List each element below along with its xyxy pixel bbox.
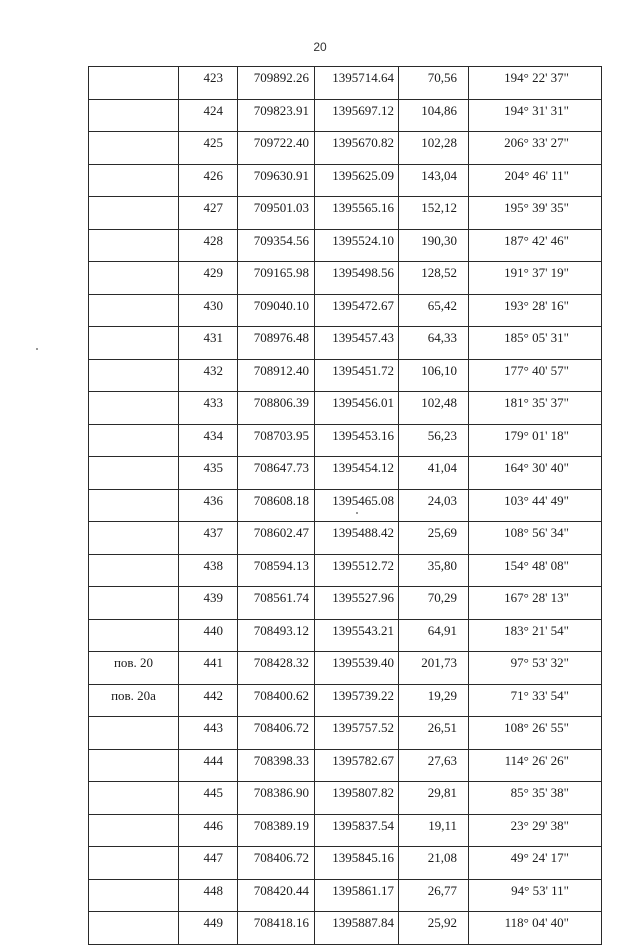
y-coordinate-cell: 1395887.84 — [315, 912, 399, 945]
point-number-cell: 435 — [179, 457, 238, 490]
y-coordinate-cell: 1395539.40 — [315, 652, 399, 685]
length-cell: 26,77 — [399, 879, 469, 912]
row-label-cell — [89, 392, 179, 425]
table-row — [89, 229, 602, 262]
y-coordinate-cell: 1395456.01 — [315, 392, 399, 425]
table-row — [89, 294, 602, 327]
row-label-cell — [89, 457, 179, 490]
direction-angle-cell: 94° 53' 11" — [469, 879, 602, 912]
point-number-cell: 430 — [179, 294, 238, 327]
table-row — [89, 424, 602, 457]
row-label-cell — [89, 327, 179, 360]
point-number-cell: 446 — [179, 814, 238, 847]
table-row — [89, 67, 602, 100]
row-label-cell — [89, 847, 179, 880]
table-row — [89, 132, 602, 165]
length-cell: 106,10 — [399, 359, 469, 392]
y-coordinate-cell: 1395465.08 — [315, 489, 399, 522]
table-row — [89, 717, 602, 750]
x-coordinate-cell: 708406.72 — [238, 717, 315, 750]
point-number-cell: 425 — [179, 132, 238, 165]
x-coordinate-cell: 708703.95 — [238, 424, 315, 457]
length-cell: 64,91 — [399, 619, 469, 652]
table-row — [89, 327, 602, 360]
x-coordinate-cell: 708608.18 — [238, 489, 315, 522]
length-cell: 190,30 — [399, 229, 469, 262]
table-row — [89, 782, 602, 815]
y-coordinate-cell: 1395807.82 — [315, 782, 399, 815]
row-label-cell — [89, 359, 179, 392]
direction-angle-cell: 167° 28' 13" — [469, 587, 602, 620]
length-cell: 27,63 — [399, 749, 469, 782]
coordinates-table-body — [89, 67, 602, 945]
table-row — [89, 489, 602, 522]
table-row — [89, 392, 602, 425]
y-coordinate-cell: 1395527.96 — [315, 587, 399, 620]
point-number-cell: 439 — [179, 587, 238, 620]
length-cell: 25,69 — [399, 522, 469, 555]
point-number-cell: 423 — [179, 67, 238, 100]
direction-angle-cell: 195° 39' 35" — [469, 197, 602, 230]
length-cell: 201,73 — [399, 652, 469, 685]
point-number-cell: 424 — [179, 99, 238, 132]
x-coordinate-cell: 708493.12 — [238, 619, 315, 652]
y-coordinate-cell: 1395454.12 — [315, 457, 399, 490]
length-cell: 24,03 — [399, 489, 469, 522]
table-row — [89, 587, 602, 620]
direction-angle-cell: 97° 53' 32" — [469, 652, 602, 685]
table-row — [89, 197, 602, 230]
x-coordinate-cell: 708561.74 — [238, 587, 315, 620]
direction-angle-cell: 206° 33' 27" — [469, 132, 602, 165]
point-number-cell: 440 — [179, 619, 238, 652]
row-label-cell — [89, 197, 179, 230]
row-label-cell — [89, 749, 179, 782]
direction-angle-cell: 108° 56' 34" — [469, 522, 602, 555]
table-row — [89, 847, 602, 880]
row-label-cell — [89, 132, 179, 165]
direction-angle-cell: 177° 40' 57" — [469, 359, 602, 392]
direction-angle-cell: 187° 42' 46" — [469, 229, 602, 262]
y-coordinate-cell: 1395488.42 — [315, 522, 399, 555]
row-label-cell — [89, 912, 179, 945]
row-label-cell — [89, 522, 179, 555]
table-row — [89, 879, 602, 912]
row-label-cell — [89, 879, 179, 912]
row-label-cell — [89, 294, 179, 327]
direction-angle-cell: 179° 01' 18" — [469, 424, 602, 457]
row-label-cell — [89, 587, 179, 620]
point-number-cell: 432 — [179, 359, 238, 392]
x-coordinate-cell: 709040.10 — [238, 294, 315, 327]
table-row — [89, 359, 602, 392]
point-number-cell: 441 — [179, 652, 238, 685]
y-coordinate-cell: 1395739.22 — [315, 684, 399, 717]
direction-angle-cell: 193° 28' 16" — [469, 294, 602, 327]
y-coordinate-cell: 1395524.10 — [315, 229, 399, 262]
y-coordinate-cell: 1395543.21 — [315, 619, 399, 652]
length-cell: 29,81 — [399, 782, 469, 815]
row-label-cell — [89, 489, 179, 522]
x-coordinate-cell: 709165.98 — [238, 262, 315, 295]
x-coordinate-cell: 709630.91 — [238, 164, 315, 197]
length-cell: 70,56 — [399, 67, 469, 100]
point-number-cell: 429 — [179, 262, 238, 295]
table-row — [89, 99, 602, 132]
row-label-cell: пов. 20 — [89, 652, 179, 685]
point-number-cell: 442 — [179, 684, 238, 717]
y-coordinate-cell: 1395453.16 — [315, 424, 399, 457]
point-number-cell: 448 — [179, 879, 238, 912]
x-coordinate-cell: 709892.26 — [238, 67, 315, 100]
table-row — [89, 912, 602, 945]
point-number-cell: 444 — [179, 749, 238, 782]
direction-angle-cell: 71° 33' 54" — [469, 684, 602, 717]
point-number-cell: 428 — [179, 229, 238, 262]
y-coordinate-cell: 1395837.54 — [315, 814, 399, 847]
page-number: 20 — [313, 40, 327, 54]
y-coordinate-cell: 1395457.43 — [315, 327, 399, 360]
x-coordinate-cell: 708386.90 — [238, 782, 315, 815]
length-cell: 102,48 — [399, 392, 469, 425]
length-cell: 102,28 — [399, 132, 469, 165]
point-number-cell: 445 — [179, 782, 238, 815]
y-coordinate-cell: 1395451.72 — [315, 359, 399, 392]
length-cell: 104,86 — [399, 99, 469, 132]
point-number-cell: 438 — [179, 554, 238, 587]
point-number-cell: 434 — [179, 424, 238, 457]
point-number-cell: 436 — [179, 489, 238, 522]
direction-angle-cell: 191° 37' 19" — [469, 262, 602, 295]
y-coordinate-cell: 1395565.16 — [315, 197, 399, 230]
length-cell: 35,80 — [399, 554, 469, 587]
table-row — [89, 522, 602, 555]
table-row — [89, 814, 602, 847]
x-coordinate-cell: 708398.33 — [238, 749, 315, 782]
x-coordinate-cell: 708389.19 — [238, 814, 315, 847]
table-row — [89, 164, 602, 197]
table-row — [89, 457, 602, 490]
x-coordinate-cell: 709354.56 — [238, 229, 315, 262]
direction-angle-cell: 118° 04' 40" — [469, 912, 602, 945]
y-coordinate-cell: 1395845.16 — [315, 847, 399, 880]
row-label-cell — [89, 424, 179, 457]
direction-angle-cell: 194° 31' 31" — [469, 99, 602, 132]
row-label-cell — [89, 554, 179, 587]
point-number-cell: 449 — [179, 912, 238, 945]
row-label-cell — [89, 262, 179, 295]
length-cell: 70,29 — [399, 587, 469, 620]
coordinates-table — [88, 66, 602, 945]
x-coordinate-cell: 709823.91 — [238, 99, 315, 132]
direction-angle-cell: 85° 35' 38" — [469, 782, 602, 815]
direction-angle-cell: 49° 24' 17" — [469, 847, 602, 880]
row-label-cell — [89, 229, 179, 262]
x-coordinate-cell: 708406.72 — [238, 847, 315, 880]
x-coordinate-cell: 708647.73 — [238, 457, 315, 490]
table-row — [89, 684, 602, 717]
y-coordinate-cell: 1395670.82 — [315, 132, 399, 165]
x-coordinate-cell: 708806.39 — [238, 392, 315, 425]
x-coordinate-cell: 708602.47 — [238, 522, 315, 555]
x-coordinate-cell: 708428.32 — [238, 652, 315, 685]
y-coordinate-cell: 1395782.67 — [315, 749, 399, 782]
length-cell: 21,08 — [399, 847, 469, 880]
point-number-cell: 433 — [179, 392, 238, 425]
point-number-cell: 437 — [179, 522, 238, 555]
length-cell: 19,11 — [399, 814, 469, 847]
scan-speck — [36, 348, 38, 350]
direction-angle-cell: 114° 26' 26" — [469, 749, 602, 782]
direction-angle-cell: 154° 48' 08" — [469, 554, 602, 587]
direction-angle-cell: 181° 35' 37" — [469, 392, 602, 425]
row-label-cell — [89, 164, 179, 197]
y-coordinate-cell: 1395512.72 — [315, 554, 399, 587]
point-number-cell: 443 — [179, 717, 238, 750]
point-number-cell: 426 — [179, 164, 238, 197]
y-coordinate-cell: 1395498.56 — [315, 262, 399, 295]
x-coordinate-cell: 709501.03 — [238, 197, 315, 230]
x-coordinate-cell: 709722.40 — [238, 132, 315, 165]
table-row — [89, 749, 602, 782]
point-number-cell: 431 — [179, 327, 238, 360]
x-coordinate-cell: 708418.16 — [238, 912, 315, 945]
length-cell: 19,29 — [399, 684, 469, 717]
x-coordinate-cell: 708420.44 — [238, 879, 315, 912]
y-coordinate-cell: 1395861.17 — [315, 879, 399, 912]
length-cell: 65,42 — [399, 294, 469, 327]
direction-angle-cell: 183° 21' 54" — [469, 619, 602, 652]
direction-angle-cell: 185° 05' 31" — [469, 327, 602, 360]
table-row — [89, 554, 602, 587]
x-coordinate-cell: 708912.40 — [238, 359, 315, 392]
length-cell: 41,04 — [399, 457, 469, 490]
length-cell: 56,23 — [399, 424, 469, 457]
row-label-cell — [89, 99, 179, 132]
x-coordinate-cell: 708976.48 — [238, 327, 315, 360]
length-cell: 26,51 — [399, 717, 469, 750]
direction-angle-cell: 204° 46' 11" — [469, 164, 602, 197]
row-label-cell — [89, 814, 179, 847]
row-label-cell — [89, 717, 179, 750]
y-coordinate-cell: 1395714.64 — [315, 67, 399, 100]
direction-angle-cell: 194° 22' 37" — [469, 67, 602, 100]
point-number-cell: 427 — [179, 197, 238, 230]
length-cell: 152,12 — [399, 197, 469, 230]
direction-angle-cell: 108° 26' 55" — [469, 717, 602, 750]
y-coordinate-cell: 1395472.67 — [315, 294, 399, 327]
direction-angle-cell: 103° 44' 49" — [469, 489, 602, 522]
row-label-cell — [89, 782, 179, 815]
row-label-cell — [89, 619, 179, 652]
row-label-cell: пов. 20а — [89, 684, 179, 717]
row-label-cell — [89, 67, 179, 100]
table-row — [89, 652, 602, 685]
length-cell: 128,52 — [399, 262, 469, 295]
table-row — [89, 262, 602, 295]
length-cell: 25,92 — [399, 912, 469, 945]
point-number-cell: 447 — [179, 847, 238, 880]
y-coordinate-cell: 1395625.09 — [315, 164, 399, 197]
x-coordinate-cell: 708594.13 — [238, 554, 315, 587]
y-coordinate-cell: 1395697.12 — [315, 99, 399, 132]
length-cell: 64,33 — [399, 327, 469, 360]
x-coordinate-cell: 708400.62 — [238, 684, 315, 717]
table-row — [89, 619, 602, 652]
y-coordinate-cell: 1395757.52 — [315, 717, 399, 750]
length-cell: 143,04 — [399, 164, 469, 197]
scan-speck — [356, 512, 358, 514]
direction-angle-cell: 23° 29' 38" — [469, 814, 602, 847]
direction-angle-cell: 164° 30' 40" — [469, 457, 602, 490]
